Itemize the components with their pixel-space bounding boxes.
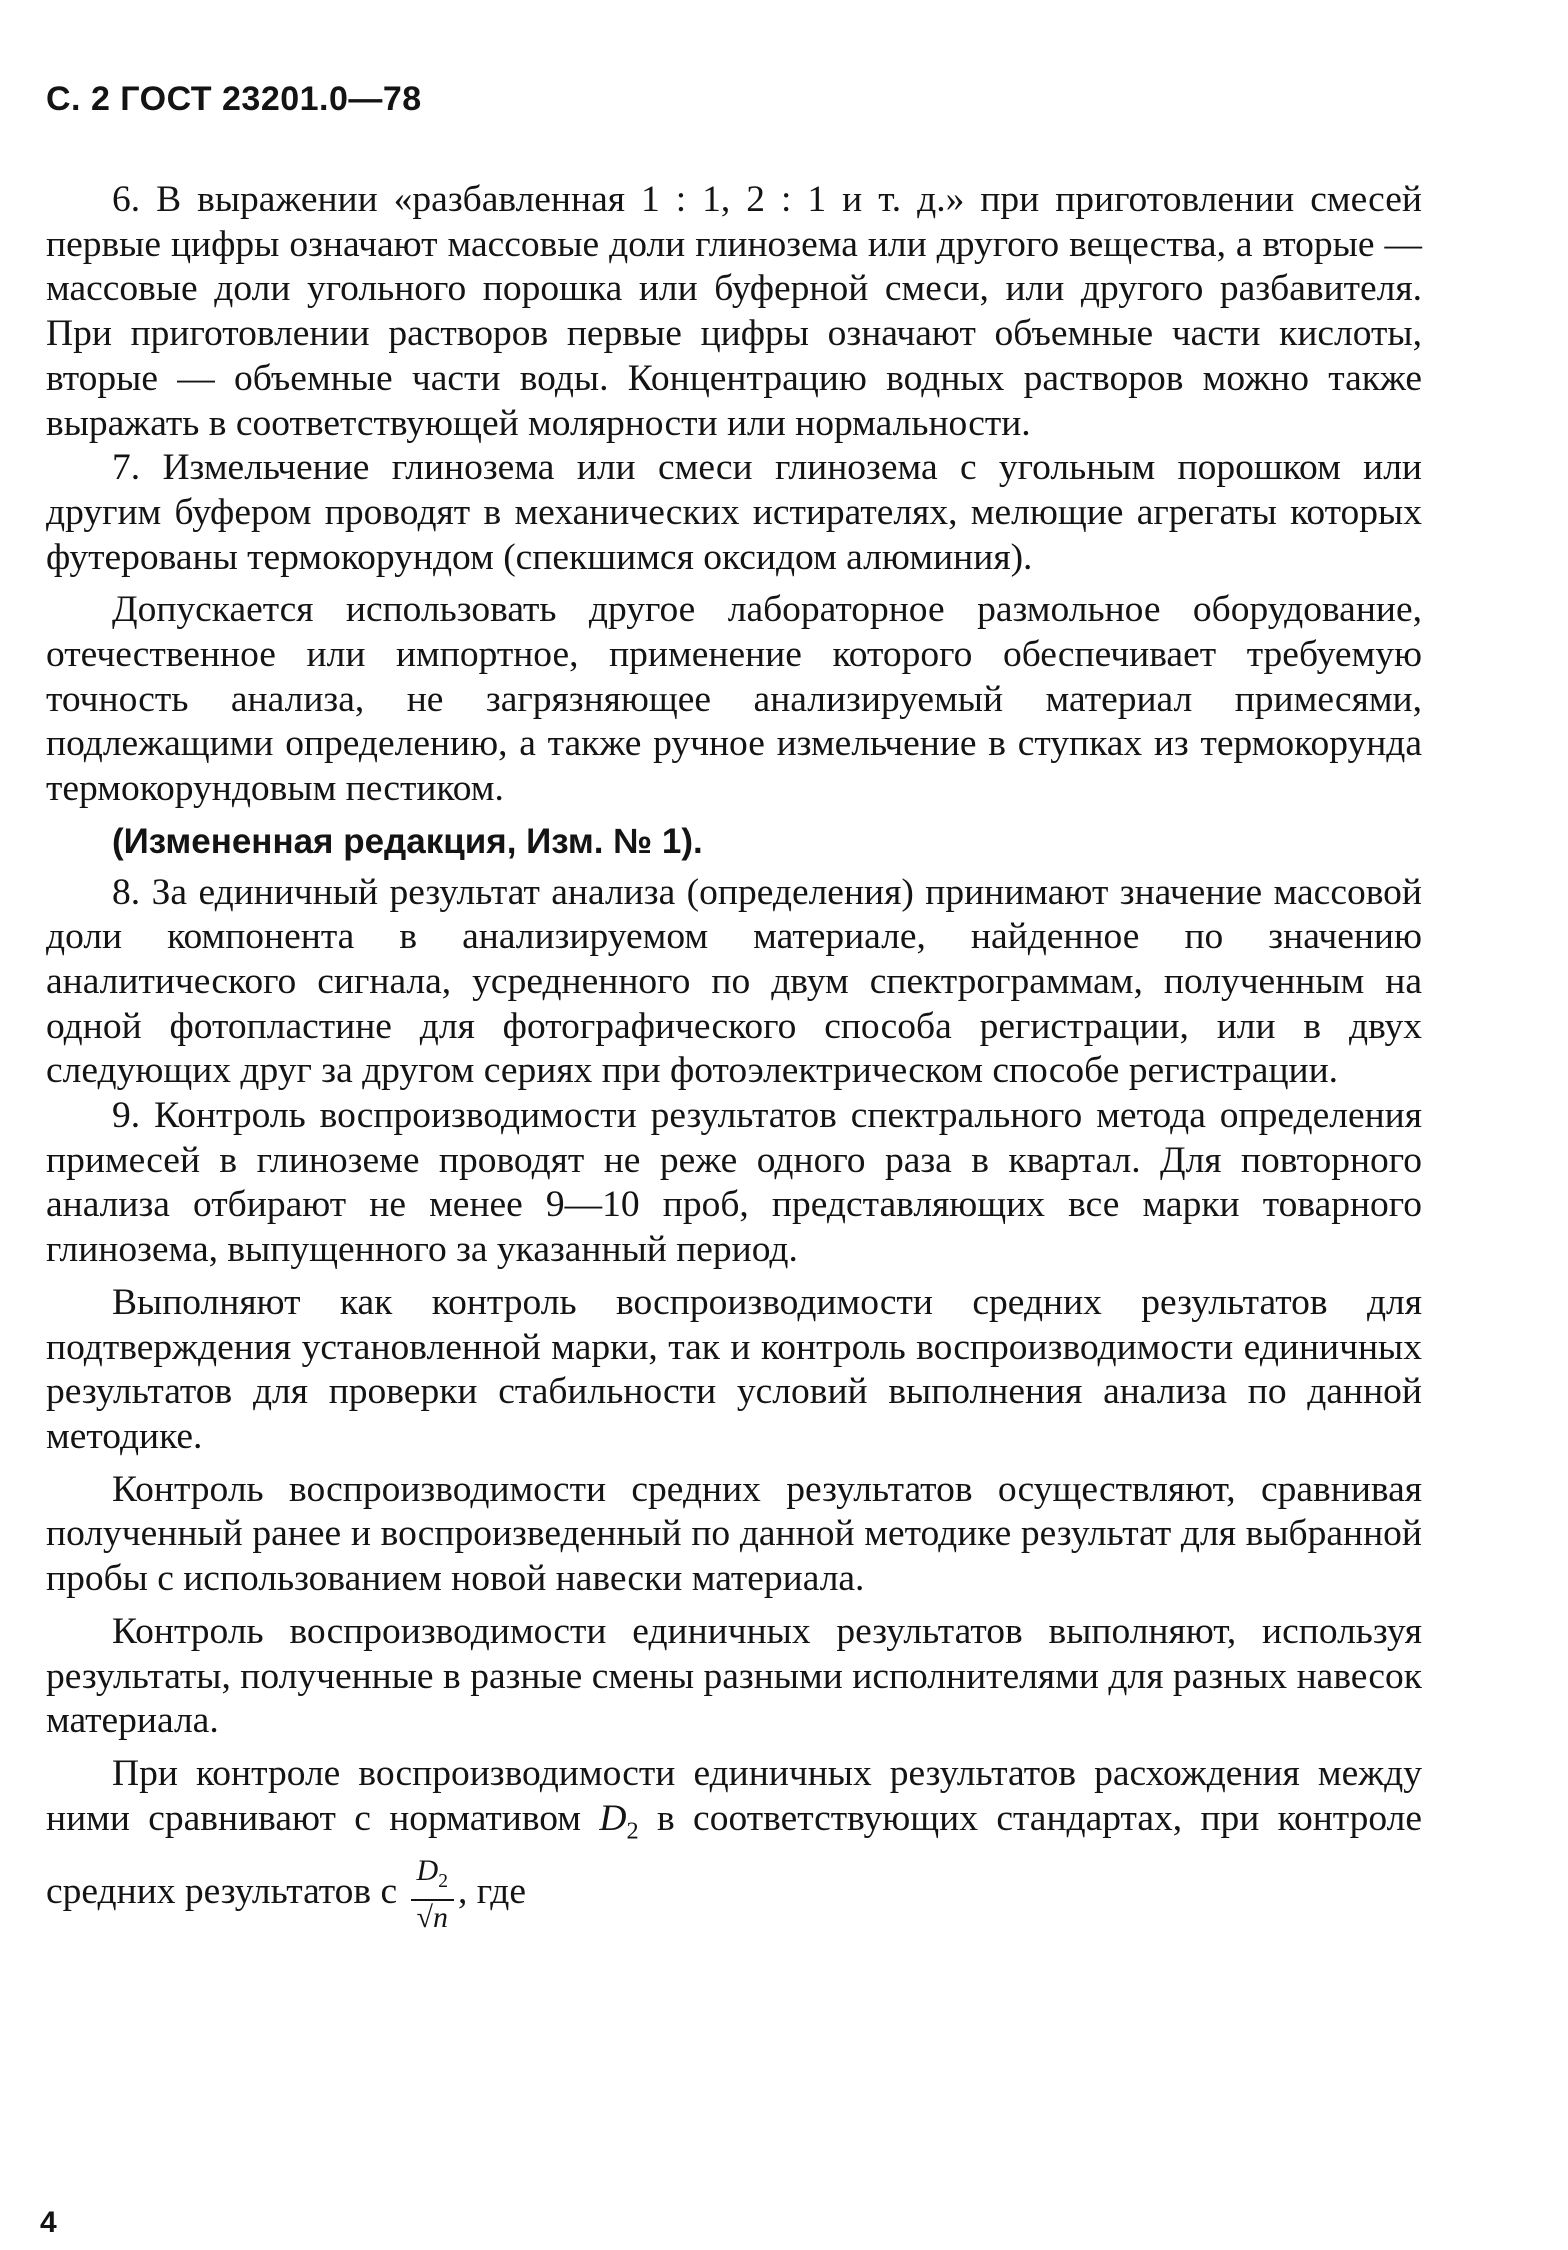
norm-symbol: $D_2$ bbox=[599, 1797, 639, 1845]
page-header: С. 2 ГОСТ 23201.0—78 bbox=[46, 80, 422, 118]
page-number: 4 bbox=[40, 2206, 57, 2239]
norm-fraction bbox=[411, 1854, 454, 1935]
paragraph-9-continuation-4 bbox=[46, 1752, 1422, 1935]
paragraph-text-middle: в соответствующих стандартах, при контроле средних результатов с bbox=[46, 1797, 1423, 1912]
document-body bbox=[46, 178, 1422, 1935]
amendment-note: (Измененная редакция, Изм. № 1). bbox=[112, 821, 703, 861]
paragraph-text-end: , где bbox=[458, 1870, 526, 1912]
paragraph-7-continuation: Допускается использовать другое лабораторное размольное оборудование, отечественное или импортное, применение которого обеспечивает требуемую точность анализа, не загрязняющее анализируемый материал примесями, подлежащими определению, а также ручное измельчение в ступках из термокорунда термокорундовым пестиком. bbox=[46, 589, 1422, 810]
paragraph-8: 8. За единичный результат анализа (определения) принимают значение массовой доли компонента в анализируемом материале, найденное по значению аналитического сигнала, усредненного по двум спектрограммам, полученным на одной фотопластине для фотографического способа регистрации, или в двух следующих друг за другом сериях при фотоэлектрическом способе регистрации. bbox=[46, 871, 1422, 1092]
paragraph-text-start: При контроле воспроизводимости единичных результатов расхождения между ними сравнивают с нормативом bbox=[46, 1752, 1422, 1839]
paragraph-9-continuation-3: Контроль воспроизводимости единичных результатов выполняют, используя результаты, полученные в разные смены разными исполнителями для разных навесок материала. bbox=[46, 1610, 1422, 1742]
paragraph-9-continuation-1: Выполняют как контроль воспроизводимости средних результатов для подтверждения установленной марки, так и контроль воспроизводимости единичных результатов для проверки стабильности условий выполнения анализа по данной методике. bbox=[46, 1281, 1422, 1457]
paragraph-9-continuation-2: Контроль воспроизводимости средних результатов осуществляют, сравнивая полученный ранее и воспроизведенный по данной методике результат для выбранной пробы с использованием новой навески материала. bbox=[46, 1468, 1422, 1600]
paragraph-6: 6. В выражении «разбавленная 1 : 1, 2 : 1 и т. д.» при приготовлении смесей первые цифры означают массовые доли глинозема или другого вещества, а вторые — массовые доли угольного порошка или буферной смеси, или другого разбавителя. При приготовлении растворов первые цифры означают объемные части кислоты, вторые — объемные части воды. Концентрацию водных растворов можно также выражать в соответствующей молярности или нормальности. bbox=[46, 179, 1422, 444]
fraction-numerator: $D_2$ bbox=[411, 1854, 454, 1901]
fraction-denominator: √n bbox=[416, 1900, 448, 1934]
paragraph-7: 7. Измельчение глинозема или смеси глинозема с угольным порошком или другим буфером проводят в механических истирателях, мелющие агрегаты которых футерованы термокорундом (спекшимся оксидом алюминия). bbox=[46, 447, 1422, 578]
paragraph-9: 9. Контроль воспроизводимости результатов спектрального метода определения примесей в глиноземе проводят не реже одного раза в квартал. Для повторного анализа отбирают не менее 9—10 проб, представляющих все марки товарного глинозема, выпущенного за указанный период. bbox=[46, 1095, 1422, 1271]
